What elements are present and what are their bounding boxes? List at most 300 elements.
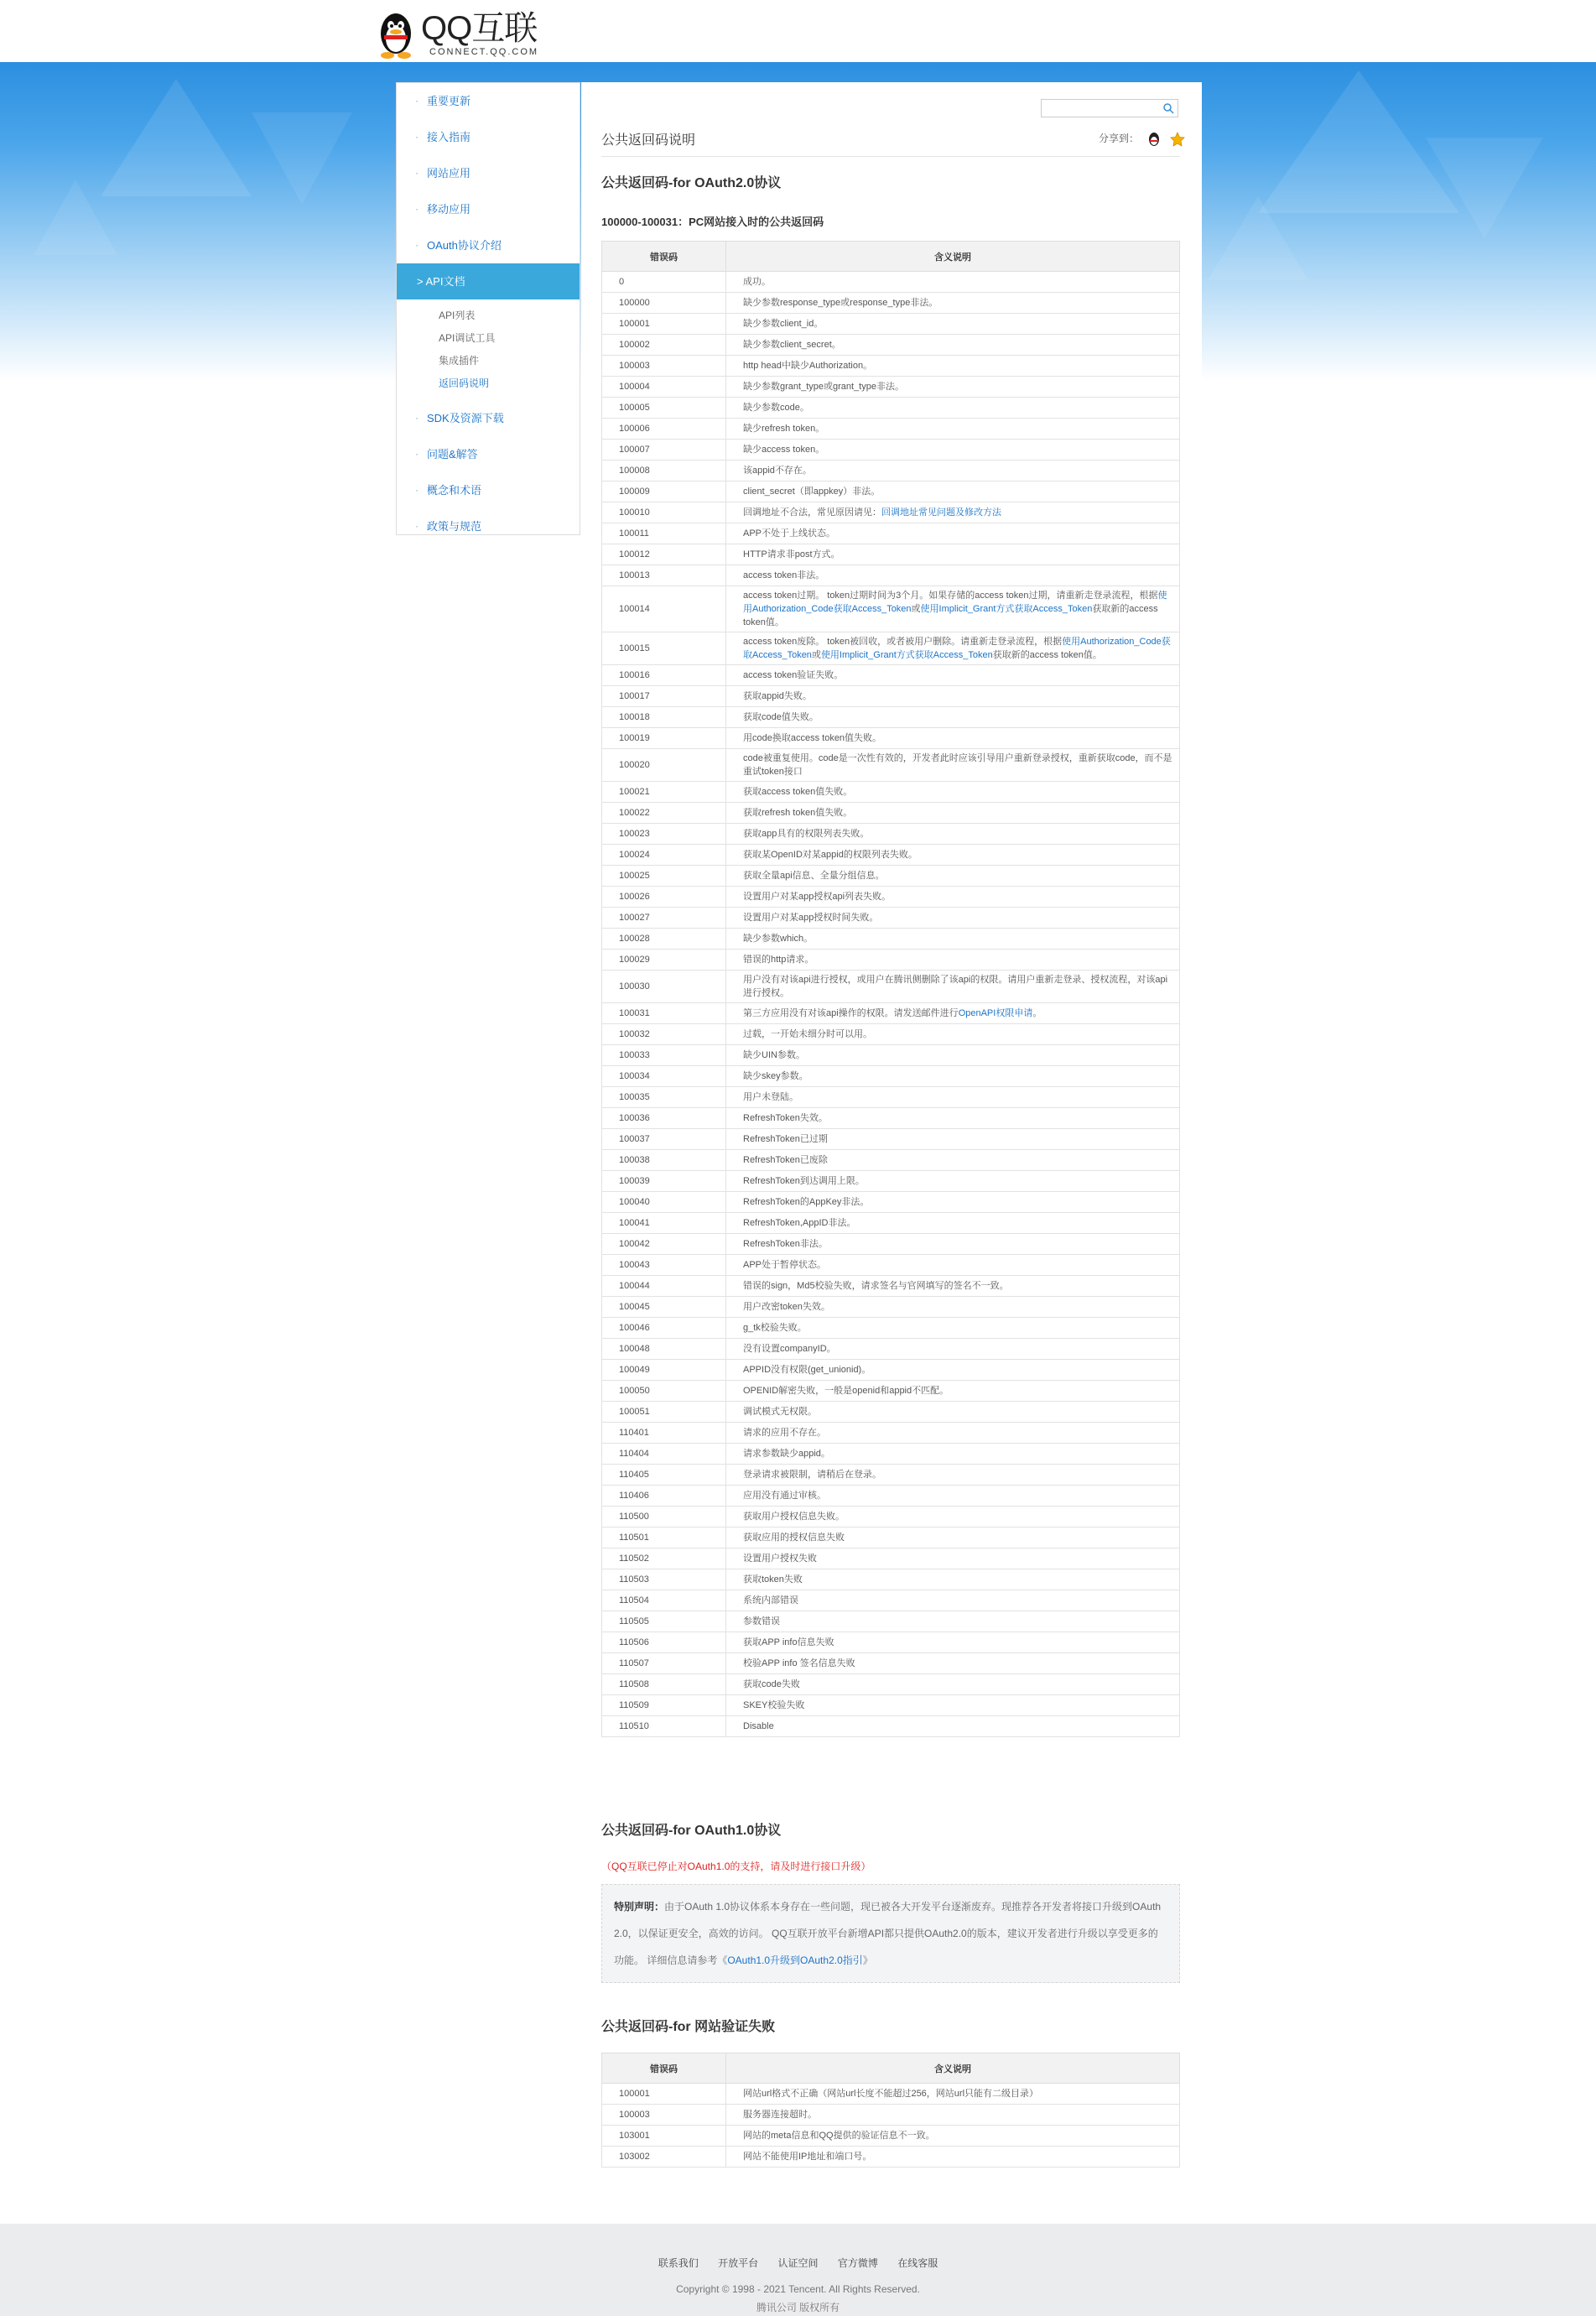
description-cell: [726, 1339, 1180, 1360]
table-row: [602, 461, 1180, 481]
error-code-cell: 100019: [602, 728, 726, 749]
table-row: [602, 1108, 1180, 1129]
table-row: [602, 481, 1180, 502]
table-header-row: [602, 242, 1180, 272]
qq-share-icon[interactable]: [1146, 132, 1162, 147]
table-row: [602, 1486, 1180, 1507]
description-cell: [726, 1444, 1180, 1465]
description-text: Disable: [743, 1721, 774, 1731]
company-notice: 腾讯公司 版权所有: [756, 2302, 840, 2313]
error-code-cell: 100002: [602, 335, 726, 356]
description-cell: [726, 2105, 1180, 2126]
sidebar-item-label: SDK及资源下载: [427, 412, 504, 424]
table-row: [602, 586, 1180, 632]
column-header-desc: 含义说明: [726, 242, 1180, 272]
sidebar-item-sdk[interactable]: [397, 400, 580, 436]
description-cell: [726, 544, 1180, 565]
description-cell: [726, 440, 1180, 461]
error-code-cell: 100006: [602, 419, 726, 440]
footer-link-contact[interactable]: 联系我们: [658, 2257, 699, 2269]
description-text: 缺少参数code。: [743, 403, 809, 413]
description-text: 网站不能使用IP地址和端口号。: [743, 2152, 872, 2162]
description-text: 用户未登陆。: [743, 1092, 798, 1102]
main-content: [581, 82, 1202, 2196]
description-text: 网站的meta信息和QQ提供的验证信息不一致。: [743, 2131, 935, 2141]
description-cell: [726, 1024, 1180, 1045]
table-row: [602, 1045, 1180, 1066]
table-row: [602, 707, 1180, 728]
sidebar-item-label: 接入指南: [427, 131, 471, 143]
error-code-cell: 110509: [602, 1695, 726, 1716]
bullet-icon: ·: [415, 412, 418, 424]
description-cell: [726, 2147, 1180, 2168]
bullet-icon: ·: [415, 167, 418, 179]
description-text: 服务器连接超时。: [743, 2110, 817, 2120]
error-code-cell: 110405: [602, 1465, 726, 1486]
table-row: [602, 1192, 1180, 1213]
table-row: [602, 293, 1180, 314]
sidebar-item-web-apps[interactable]: [397, 155, 580, 191]
bullet-icon: ·: [415, 95, 418, 107]
error-code-cell: 100003: [602, 356, 726, 377]
description-cell: [726, 929, 1180, 950]
description-text: g_tk校验失败。: [743, 1323, 807, 1333]
table-header-row: [602, 2053, 1180, 2084]
table-row: [602, 971, 1180, 1003]
description-cell: [726, 1486, 1180, 1507]
error-code-cell: 110502: [602, 1548, 726, 1569]
description-text: OPENID解密失败，一般是openid和appid不匹配。: [743, 1386, 949, 1396]
description-cell: [726, 272, 1180, 293]
sidebar-item-policy[interactable]: [397, 508, 580, 544]
doc-link[interactable]: 回调地址常见问题及修改方法: [881, 507, 1001, 518]
bullet-icon: ·: [415, 239, 418, 251]
table-row: [602, 440, 1180, 461]
bullet-icon: ·: [415, 520, 418, 532]
sidebar-item-api-docs[interactable]: [397, 263, 580, 299]
section-title-site-verify: 公共返回码-for 网站验证失败: [601, 2020, 776, 2034]
description-cell: [726, 728, 1180, 749]
table-row: [602, 1255, 1180, 1276]
error-code-cell: 100046: [602, 1318, 726, 1339]
bullet-icon: ·: [415, 448, 418, 460]
site-verify-codes-table: [601, 2053, 1180, 2168]
description-cell: [726, 887, 1180, 908]
table-row: [602, 1129, 1180, 1150]
description-text: 该appid不存在。: [743, 466, 812, 476]
sidebar-item-label: 政策与规范: [427, 520, 482, 533]
search-input[interactable]: [1042, 100, 1159, 117]
qq-connect-logo[interactable]: [376, 7, 543, 59]
error-code-cell: 110506: [602, 1632, 726, 1653]
description-cell: [726, 1507, 1180, 1528]
description-text: 缺少参数client_secret。: [743, 340, 841, 350]
description-text: 设置用户对某app授权时间失败。: [743, 913, 879, 923]
error-code-cell: 110404: [602, 1444, 726, 1465]
description-text: 缺少UIN参数。: [743, 1050, 805, 1060]
description-cell: [726, 1653, 1180, 1674]
description-cell: [726, 1402, 1180, 1423]
sidebar-item-guide[interactable]: [397, 119, 580, 155]
description-text: 获取APP info信息失败: [743, 1637, 834, 1647]
description-cell: [726, 1590, 1180, 1611]
site-footer: [0, 2224, 1596, 2316]
doc-link[interactable]: 使用Implicit_Grant方式获取Access_Token: [820, 650, 993, 660]
doc-link[interactable]: 使用Implicit_Grant方式获取Access_Token: [920, 604, 1093, 614]
description-cell: [726, 419, 1180, 440]
description-text: 用code换取access token值失败。: [743, 733, 882, 743]
error-code-cell: 100041: [602, 1213, 726, 1234]
description-cell: [726, 1255, 1180, 1276]
doc-link[interactable]: 使用Authorization_Code获取Access_Token: [743, 591, 1167, 614]
error-code-cell: 100033: [602, 1045, 726, 1066]
error-code-cell: 100039: [602, 1171, 726, 1192]
table-row: [602, 1003, 1180, 1024]
description-text: 。: [1032, 1008, 1042, 1018]
description-text: 获取access token值失败。: [743, 787, 853, 797]
description-text: HTTP请求非post方式。: [743, 549, 840, 559]
error-code-cell: 100044: [602, 1276, 726, 1297]
api-docs-submenu: [397, 299, 580, 400]
description-cell: [726, 1066, 1180, 1087]
description-text: 设置用户对某app授权api列表失败。: [743, 892, 892, 902]
description-text: APP处于暂停状态。: [743, 1260, 827, 1270]
bullet-icon: ·: [415, 131, 418, 143]
search-icon[interactable]: [1162, 102, 1174, 114]
error-code-cell: 110401: [602, 1423, 726, 1444]
error-code-cell: 110501: [602, 1528, 726, 1548]
description-text: 没有设置companyID。: [743, 1344, 836, 1354]
table-row: [602, 1548, 1180, 1569]
footer-link-open-platform[interactable]: 开放平台: [718, 2257, 759, 2269]
table-row: [602, 908, 1180, 929]
table-row: [602, 1339, 1180, 1360]
search-box: [1041, 99, 1178, 117]
description-text: access token非法。: [743, 570, 825, 580]
sidebar-item-glossary[interactable]: [397, 472, 580, 508]
table-row: [602, 632, 1180, 665]
copyright: Copyright © 1998 - 2021 Tencent. All Rights Reserved.: [676, 2283, 920, 2295]
description-text: 第三方应用没有对该api操作的权限。请发送邮件进行: [743, 1008, 959, 1018]
description-text: APP不处于上线状态。: [743, 528, 836, 539]
error-code-cell: 110510: [602, 1716, 726, 1737]
description-text: APPID没有权限(get_unionid)。: [743, 1365, 871, 1375]
table-row: [602, 1507, 1180, 1528]
description-cell: [726, 461, 1180, 481]
error-code-cell: 100016: [602, 665, 726, 686]
error-code-cell: 100045: [602, 1297, 726, 1318]
description-cell: [726, 2126, 1180, 2147]
description-cell: [726, 1045, 1180, 1066]
table-row: [602, 1381, 1180, 1402]
description-cell: [726, 1381, 1180, 1402]
error-code-cell: 100048: [602, 1339, 726, 1360]
description-text: access token验证失败。: [743, 670, 844, 680]
table-row: [602, 1150, 1180, 1171]
table-row: [602, 1297, 1180, 1318]
sidebar-item-label: OAuth协议介绍: [427, 239, 502, 252]
error-code-cell: 100036: [602, 1108, 726, 1129]
error-code-cell: 100035: [602, 1087, 726, 1108]
error-code-cell: 100012: [602, 544, 726, 565]
description-cell: [726, 356, 1180, 377]
error-code-cell: 100051: [602, 1402, 726, 1423]
table-row: [602, 2147, 1180, 2168]
sidebar-subitem-api-debug[interactable]: API调试工具: [439, 332, 496, 344]
oauth1-notice: [601, 1884, 1180, 1983]
error-code-cell: 100037: [602, 1129, 726, 1150]
description-cell: [726, 1171, 1180, 1192]
error-code-cell: 103001: [602, 2126, 726, 2147]
table-row: [602, 929, 1180, 950]
description-text: 成功。: [743, 277, 771, 287]
description-text: 缺少参数response_type或response_type非法。: [743, 298, 938, 308]
description-text: 缺少参数client_id。: [743, 319, 824, 329]
sidebar-item-faq[interactable]: [397, 436, 580, 472]
footer-links: [0, 2256, 1596, 2270]
table-row: [602, 1632, 1180, 1653]
table-row: [602, 1465, 1180, 1486]
brand-name: QQ互联: [421, 10, 538, 47]
table-row: [602, 950, 1180, 971]
table-row: [602, 335, 1180, 356]
description-cell: [726, 1548, 1180, 1569]
description-cell: [726, 971, 1180, 1003]
error-code-cell: 100032: [602, 1024, 726, 1045]
table-row: [602, 1423, 1180, 1444]
table-row: [602, 2126, 1180, 2147]
table-row: [602, 502, 1180, 523]
description-cell: [726, 314, 1180, 335]
table-row: [602, 665, 1180, 686]
error-code-cell: 100026: [602, 887, 726, 908]
error-code-cell: 110507: [602, 1653, 726, 1674]
description-cell: [726, 803, 1180, 824]
description-cell: [726, 686, 1180, 707]
error-code-cell: 110505: [602, 1611, 726, 1632]
description-cell: [726, 523, 1180, 544]
error-code-cell: 100031: [602, 1003, 726, 1024]
sidebar-item-label: 概念和术语: [427, 484, 482, 497]
error-code-cell: 100030: [602, 971, 726, 1003]
table-row: [602, 845, 1180, 866]
table-row: [602, 782, 1180, 803]
error-code-cell: 100014: [602, 586, 726, 632]
notice-tail: 》: [862, 1954, 873, 1966]
site-header: [0, 0, 1596, 62]
table-row: [602, 1402, 1180, 1423]
description-text: 参数错误: [743, 1616, 780, 1626]
doc-link[interactable]: OpenAPI权限申请: [958, 1008, 1033, 1018]
table-row: [602, 1611, 1180, 1632]
footer-link-verification[interactable]: 认证空间: [777, 2257, 819, 2269]
description-cell: [726, 1695, 1180, 1716]
table-row: [602, 1528, 1180, 1548]
description-text: 获取用户授权信息失败。: [743, 1512, 845, 1522]
description-text: 网站url格式不正确（网站url长度不能超过256，网站url只能有二级目录）: [743, 2089, 1039, 2099]
error-code-cell: 100021: [602, 782, 726, 803]
description-text: 缺少access token。: [743, 445, 825, 455]
page-title: 公共返回码说明: [601, 133, 696, 148]
column-header-desc: 含义说明: [726, 2053, 1180, 2084]
description-text: 缺少skey参数。: [743, 1071, 808, 1081]
error-code-cell: 100003: [602, 2105, 726, 2126]
description-cell: [726, 1276, 1180, 1297]
column-header-code: 错误码: [602, 242, 726, 272]
table-row: [602, 728, 1180, 749]
description-cell: [726, 1674, 1180, 1695]
description-text: 用户没有对该api进行授权，或用户在腾讯侧删除了该api的权限。请用户重新走登录、授权流程，对该api进行授权。: [743, 975, 1168, 998]
subsection-title-pc: 100000-100031：PC网站接入时的公共返回码: [601, 216, 824, 228]
table-row: [602, 1444, 1180, 1465]
error-code-cell: 100050: [602, 1381, 726, 1402]
footer-link-support[interactable]: 在线客服: [897, 2257, 938, 2269]
description-cell: [726, 1632, 1180, 1653]
error-code-cell: 110504: [602, 1590, 726, 1611]
description-cell: [726, 565, 1180, 586]
error-code-cell: 100007: [602, 440, 726, 461]
doc-sidebar: [396, 82, 580, 535]
sidebar-item-label: 重要更新: [427, 95, 471, 107]
table-row: [602, 272, 1180, 293]
notice-label: 特别声明：: [614, 1901, 665, 1913]
description-text: 校验APP info 签名信息失败: [743, 1658, 855, 1668]
table-row: [602, 749, 1180, 782]
description-text: RefreshToken已过期: [743, 1134, 828, 1144]
error-code-cell: 100042: [602, 1234, 726, 1255]
description-cell: [726, 632, 1180, 665]
description-cell: [726, 2084, 1180, 2105]
error-code-cell: 110500: [602, 1507, 726, 1528]
description-text: 错误的sign，Md5校验失败，请求签名与官网填写的签名不一致。: [743, 1281, 1009, 1291]
description-cell: [726, 908, 1180, 929]
section-title-oauth2: 公共返回码-for OAuth2.0协议: [601, 176, 782, 190]
footer-link-weibo[interactable]: 官方微博: [837, 2257, 878, 2269]
description-text: access token废除。 token被回收，或者被用户删除。请重新走登录流程，根据: [743, 637, 1063, 647]
description-text: 回调地址不合法，常见原因请见：: [743, 507, 881, 518]
sidebar-item-label: 问题&解答: [427, 448, 478, 461]
table-row: [602, 356, 1180, 377]
sidebar-item-updates[interactable]: [397, 83, 580, 119]
description-text: 缺少参数grant_type或grant_type非法。: [743, 382, 904, 392]
oauth-upgrade-link[interactable]: OAuth1.0升级到OAuth2.0指引: [727, 1954, 863, 1966]
sidebar-subitem-return-codes[interactable]: 返回码说明: [439, 377, 490, 389]
error-code-cell: 100029: [602, 950, 726, 971]
description-text: RefreshToken,AppID非法。: [743, 1218, 856, 1228]
description-text: RefreshToken到达调用上限。: [743, 1176, 865, 1186]
description-cell: [726, 1360, 1180, 1381]
description-cell: [726, 1108, 1180, 1129]
sidebar-item-label: > API文档: [417, 275, 465, 288]
description-text: 获取新的access token值。: [992, 650, 1102, 660]
description-cell: [726, 1569, 1180, 1590]
sidebar-subitem-api-list[interactable]: API列表: [439, 310, 476, 321]
description-cell: [726, 502, 1180, 523]
table-row: [602, 1276, 1180, 1297]
description-text: RefreshToken的AppKey非法。: [743, 1197, 870, 1207]
share-bar: [1099, 131, 1185, 147]
error-code-cell: 100005: [602, 398, 726, 419]
description-text: RefreshToken已废除: [743, 1155, 828, 1165]
table-row: [602, 1590, 1180, 1611]
error-code-cell: 100040: [602, 1192, 726, 1213]
description-text: 获取全量api信息、全量分组信息。: [743, 871, 885, 881]
description-cell: [726, 665, 1180, 686]
error-code-cell: 100038: [602, 1150, 726, 1171]
error-code-cell: 100027: [602, 908, 726, 929]
description-cell: [726, 1528, 1180, 1548]
error-code-cell: 100018: [602, 707, 726, 728]
error-code-cell: 100010: [602, 502, 726, 523]
error-code-cell: 100013: [602, 565, 726, 586]
description-cell: [726, 749, 1180, 782]
description-text: 请求的应用不存在。: [743, 1428, 826, 1438]
description-cell: [726, 866, 1180, 887]
error-code-cell: 0: [602, 272, 726, 293]
error-code-cell: 100009: [602, 481, 726, 502]
description-text: 获取code值失败。: [743, 712, 819, 722]
doc-link[interactable]: 使用Authorization_Code获取Access_Token: [743, 637, 1171, 660]
table-row: [602, 544, 1180, 565]
share-label: 分享到：: [1099, 133, 1140, 144]
description-cell: [726, 1318, 1180, 1339]
description-text: 获取token失败: [743, 1574, 803, 1585]
error-code-cell: 103002: [602, 2147, 726, 2168]
table-row: [602, 1695, 1180, 1716]
table-row: [602, 1674, 1180, 1695]
description-cell: [726, 824, 1180, 845]
table-row: [602, 1066, 1180, 1087]
description-text: SKEY校验失败: [743, 1700, 805, 1710]
description-cell: [726, 1087, 1180, 1108]
description-cell: [726, 845, 1180, 866]
table-row: [602, 419, 1180, 440]
table-row: [602, 866, 1180, 887]
description-text: access token过期。 token过期时间为3个月。如果存储的access token过期，请重新走登录流程，根据: [743, 591, 1158, 601]
description-text: code被重复使用。code是一次性有效的，开发者此时应该引导用户重新登录授权，重新获取code，而不是重试token接口: [743, 753, 1172, 777]
description-cell: [726, 1423, 1180, 1444]
description-text: RefreshToken失效。: [743, 1113, 828, 1123]
description-text: 用户改密token失效。: [743, 1302, 830, 1312]
description-cell: [726, 377, 1180, 398]
table-row: [602, 565, 1180, 586]
oauth2-codes-table: [601, 241, 1180, 1737]
title-divider: [601, 156, 1180, 157]
table-row: [602, 1653, 1180, 1674]
table-row: [602, 377, 1180, 398]
sidebar-subitem-plugins[interactable]: 集成插件: [439, 355, 480, 367]
description-cell: [726, 1234, 1180, 1255]
error-code-cell: 100001: [602, 314, 726, 335]
error-code-cell: 100043: [602, 1255, 726, 1276]
error-code-cell: 100011: [602, 523, 726, 544]
table-row: [602, 1087, 1180, 1108]
sidebar-item-mobile-apps[interactable]: [397, 191, 580, 227]
description-text: 登录请求被限制，请稍后在登录。: [743, 1470, 881, 1480]
table-row: [602, 2084, 1180, 2105]
error-code-cell: 100025: [602, 866, 726, 887]
sidebar-item-oauth[interactable]: [397, 227, 580, 263]
table-row: [602, 398, 1180, 419]
qzone-share-icon[interactable]: [1170, 132, 1185, 147]
description-cell: [726, 1465, 1180, 1486]
error-code-cell: 100022: [602, 803, 726, 824]
table-row: [602, 824, 1180, 845]
description-cell: [726, 481, 1180, 502]
description-cell: [726, 1129, 1180, 1150]
description-cell: [726, 1213, 1180, 1234]
table-row: [602, 314, 1180, 335]
